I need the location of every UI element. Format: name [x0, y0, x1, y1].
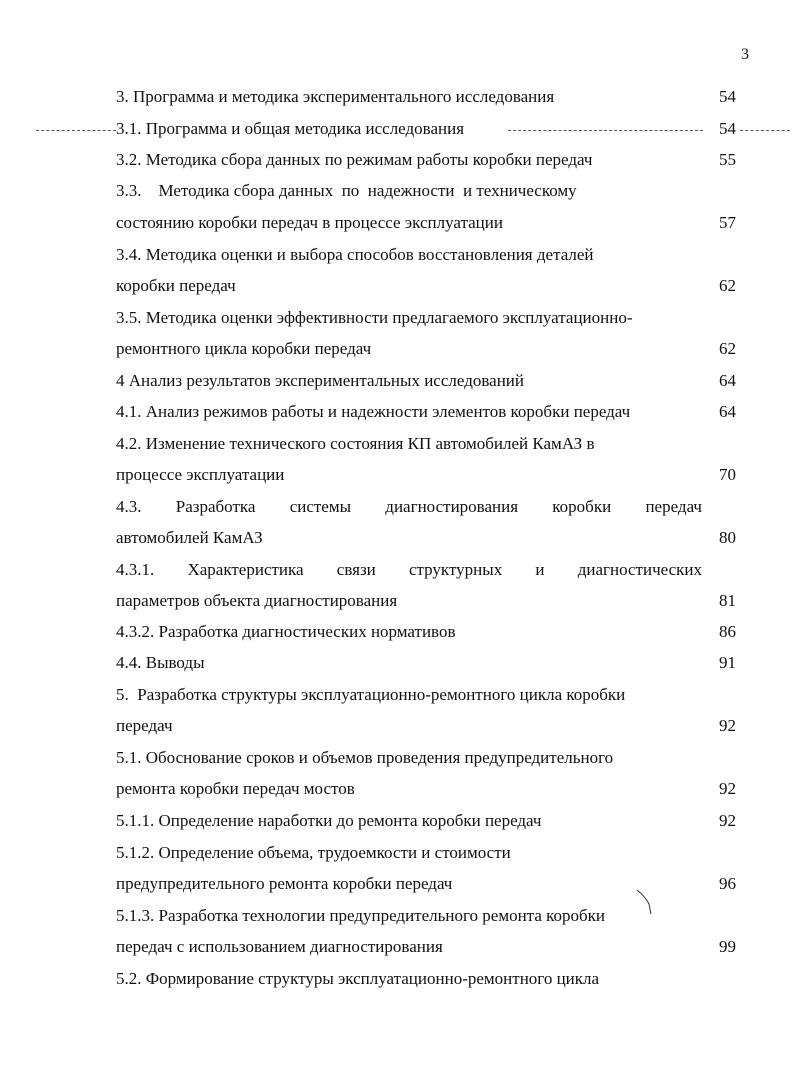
scan-artifact-right — [740, 130, 790, 131]
toc-entry-text: 5.1.1. Определение наработки до ремонта коробки передач — [116, 811, 542, 830]
toc-entry — [116, 178, 736, 204]
toc-entry-text: передач — [116, 716, 173, 735]
toc-entry-text: 4.1. Анализ режимов работы и надежности элементов коробки передач — [116, 402, 631, 421]
toc-entry-page: 81 — [719, 591, 736, 610]
toc-entry-page: 62 — [719, 276, 736, 295]
toc-entry — [116, 242, 736, 268]
toc-entry-text: 3.3. Методика сбора данных по надежности и техническому — [116, 181, 577, 200]
toc-entry — [116, 808, 736, 834]
toc-entry-page: 86 — [719, 622, 736, 641]
toc-entry-page: 92 — [719, 811, 736, 830]
toc-entry-page: 64 — [719, 402, 736, 421]
toc-entry-page: 92 — [719, 716, 736, 735]
toc-entry — [116, 525, 736, 551]
toc-entry — [116, 682, 736, 708]
toc-entry-text: предупредительного ремонта коробки передач — [116, 874, 453, 893]
toc-entry-text: 3.1. Программа и общая методика исследования — [116, 119, 465, 138]
pen-mark-icon — [635, 888, 655, 918]
toc-entry-text: 4.2. Изменение технического состояния КП автомобилей КамАЗ в — [116, 434, 595, 453]
toc-entry-text: передач с использованием диагностирования — [116, 937, 443, 956]
toc-entry-page: 54 — [719, 87, 736, 106]
page-number: 3 — [741, 46, 749, 63]
toc-entry — [116, 368, 736, 394]
toc-entry-text: 3. Программа и методика экспериментального исследования — [116, 87, 555, 106]
toc-entry — [116, 399, 736, 425]
toc-entry-page: 80 — [719, 528, 736, 547]
toc-entry-page: 92 — [719, 779, 736, 798]
toc-entry — [116, 934, 736, 960]
toc-entry-text: 5.2. Формирование структуры эксплуатационно-ремонтного цикла — [116, 969, 600, 988]
toc-entry-text: коробки передач — [116, 276, 236, 295]
toc-entry-text: автомобилей КамАЗ — [116, 528, 263, 547]
toc-entry — [116, 619, 736, 645]
toc-entry — [116, 431, 736, 457]
toc-entry-page: 96 — [719, 874, 736, 893]
toc-entry — [116, 273, 736, 299]
toc-entry — [116, 336, 736, 362]
toc-entry-text: параметров объекта диагностирования — [116, 591, 398, 610]
toc-entry — [116, 557, 736, 583]
toc-entry-page: 91 — [719, 653, 736, 672]
toc-entry-text: 5.1. Обоснование сроков и объемов проведения предупредительного — [116, 748, 614, 767]
toc-entry — [116, 588, 736, 614]
toc-entry-text: 3.4. Методика оценки и выбора способов восстановления деталей — [116, 245, 594, 264]
toc-entry-text: 4.3.2. Разработка диагностических нормативов — [116, 622, 456, 641]
scan-artifact-left — [36, 130, 116, 131]
toc-entry — [116, 776, 736, 802]
toc-entry — [116, 116, 736, 142]
toc-entry-text: 4 Анализ результатов экспериментальных исследований — [116, 371, 524, 390]
toc-entry-text: 4.3.1. Характеристика связи структурных и диагностических — [116, 560, 702, 579]
toc-entry — [116, 147, 736, 173]
toc-entry-page: 70 — [719, 465, 736, 484]
toc-entry-page: 62 — [719, 339, 736, 358]
toc-entry-page: 54 — [719, 119, 736, 138]
toc-entry — [116, 745, 736, 771]
toc-entry-text: ремонтного цикла коробки передач — [116, 339, 372, 358]
toc-entry-text: 3.2. Методика сбора данных по режимам работы коробки передач — [116, 150, 593, 169]
toc-entry-text: 5.1.2. Определение объема, трудоемкости и стоимости — [116, 843, 511, 862]
toc-entry — [116, 494, 736, 520]
toc-entry-text: 4.4. Выводы — [116, 653, 205, 672]
toc-entry-page: 55 — [719, 150, 736, 169]
toc-entry — [116, 840, 736, 866]
toc-entry-text: состоянию коробки передач в процессе эксплуатации — [116, 213, 503, 232]
toc-entry — [116, 462, 736, 488]
toc-entry-text: ремонта коробки передач мостов — [116, 779, 355, 798]
toc-entry-page: 57 — [719, 213, 736, 232]
toc-entry-text: 4.3. Разработка системы диагностирования коробки передач — [116, 497, 702, 516]
toc-entry — [116, 84, 736, 110]
toc-entry — [116, 713, 736, 739]
toc-entry-text: 3.5. Методика оценки эффективности предлагаемого эксплуатационно- — [116, 308, 633, 327]
toc-entry — [116, 650, 736, 676]
toc-entry-text: 5.1.3. Разработка технологии предупредительного ремонта коробки — [116, 906, 606, 925]
toc-entry — [116, 966, 736, 992]
toc-entry-text: процессе эксплуатации — [116, 465, 285, 484]
toc-entry-text: 5. Разработка структуры эксплуатационно-ремонтного цикла коробки — [116, 685, 626, 704]
toc-entry — [116, 305, 736, 331]
toc-entry-page: 64 — [719, 371, 736, 390]
toc-entry — [116, 210, 736, 236]
toc-entry-page: 99 — [719, 937, 736, 956]
